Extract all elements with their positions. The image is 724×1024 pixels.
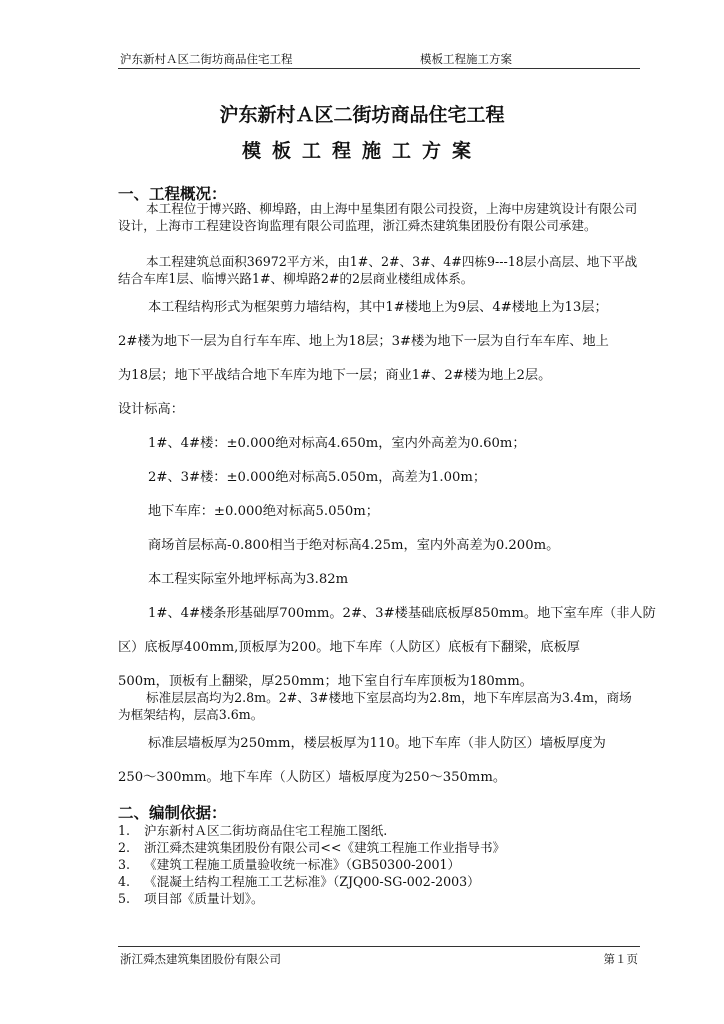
wall-line-1: 标准层墙板厚为250mm，楼层板厚为110。地下车库（非人防区）墙板厚度为 xyxy=(148,736,606,751)
list-item xyxy=(118,888,264,907)
elevation-line-3: 地下车库：±0.000绝对标高5.050m； xyxy=(148,504,379,519)
list-item-text: 项目部《质量计划》。 xyxy=(144,891,264,906)
header-project-name: 沪东新村Ａ区二街坊商品住宅工程 xyxy=(120,52,293,66)
section2-heading: 二、编制依据： xyxy=(118,804,227,822)
list-item-text: 沪东新村Ａ区二街坊商品住宅工程施工图纸. xyxy=(144,823,388,838)
design-elevation-label: 设计标高： xyxy=(118,402,184,417)
list-item-text: 《混凝土结构工程施工工艺标准》（ZJQ00-SG-002-2003） xyxy=(144,874,480,889)
list-item-text: 《建筑工程施工质量验收统一标准》（GB50300-2001） xyxy=(144,857,461,872)
document-subtitle: 模板工程施工方案 xyxy=(241,140,482,162)
list-item-number: 3. xyxy=(118,857,131,872)
page-header xyxy=(118,50,640,69)
foundation-line-1: 1#、4#楼条形基础厚700mm。2#、3#楼基础底板厚850mm。地下室车库（非人防 xyxy=(148,606,656,621)
overview-paragraph: 本工程位于博兴路、柳埠路，由上海中星集团有限公司投资，上海中房建筑设计有限公司设计，上海市工程建设咨询监理有限公司监理，浙江舜杰建筑集团股份有限公司承建。 xyxy=(118,201,638,233)
list-item-number: 4. xyxy=(118,874,131,889)
list-item-number: 5. xyxy=(118,891,131,906)
header-doc-name: 模板工程施工方案 xyxy=(420,52,512,66)
page-footer xyxy=(118,946,640,965)
list-item-number: 1. xyxy=(118,823,131,838)
footer-company: 浙江舜杰建筑集团股份有限公司 xyxy=(120,952,281,966)
list-item-text: 浙江舜杰建筑集团股份有限公司<<《建筑工程施工作业指导书》 xyxy=(144,840,506,855)
floor-height-paragraph: 标准层层高均为2.8m。2#、3#楼地下室层高均为2.8m，地下车库层高为3.4m，商场为框架结构，层高3.6m。 xyxy=(118,690,632,722)
wall-line-2: 250～300mm。地下车库（人防区）墙板厚度为250～350mm。 xyxy=(118,770,507,785)
area-paragraph: 本工程建筑总面积36972平方米，由1#、2#、3#、4#四栋9---18层小高层、地下平战结合车库1层、临博兴路1#、柳埠路2#的2层商业楼组成体系。 xyxy=(118,254,638,286)
structure-line-1: 本工程结构形式为框架剪力墙结构，其中1#楼地上为9层、4#楼地上为13层； xyxy=(148,300,608,315)
elevation-line-1: 1#、4#楼：±0.000绝对标高4.650m，室内外高差为0.60m； xyxy=(148,436,526,451)
foundation-line-2: 区）底板厚400mm,顶板厚为200。地下车库（人防区）底板有下翻梁，底板厚 xyxy=(118,640,580,655)
section1-heading: 一、工程概况： xyxy=(118,185,227,203)
elevation-line-4: 商场首层标高-0.800相当于绝对标高4.25m，室内外高差为0.200m。 xyxy=(148,538,560,553)
list-item-number: 2. xyxy=(118,840,131,855)
elevation-line-5: 本工程实际室外地坪标高为3.82m xyxy=(148,572,349,587)
footer-page-number: 第１页 xyxy=(603,952,638,966)
foundation-line-3: 500m，顶板有上翻梁，厚250mm；地下室自行车库顶板为180mm。 xyxy=(118,674,533,689)
document-title: 沪东新村Ａ区二街坊商品住宅工程 xyxy=(219,104,505,126)
structure-line-3: 为18层；地下平战结合地下车库为地下一层；商业1#、2#楼为地上2层。 xyxy=(118,368,552,383)
structure-line-2: 2#楼为地下一层为自行车车库、地上为18层；3#楼为地下一层为自行车车库、地上 xyxy=(118,334,609,349)
elevation-line-2: 2#、3#楼：±0.000绝对标高5.050m，高差为1.00m； xyxy=(148,470,487,485)
